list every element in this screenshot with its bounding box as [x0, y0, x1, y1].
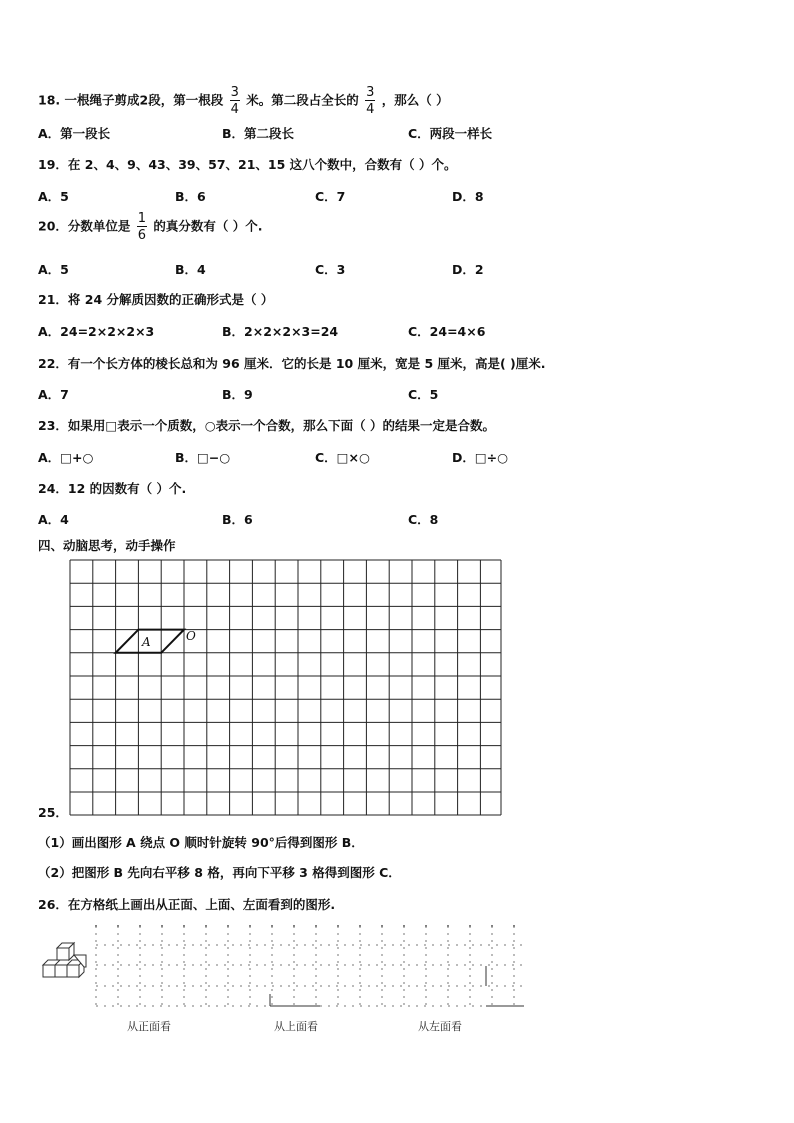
q22-option-c: C．5 [408, 387, 439, 402]
q24-option-c: C．8 [408, 512, 439, 527]
q18-option-a: A．第一段长 [38, 126, 111, 141]
q25-grid-figure [60, 556, 510, 818]
q18-text-a: 一根绳子剪成2段，第一根段 [64, 92, 224, 108]
q20-stem [38, 212, 263, 242]
q23-option-b: B．□−○ [175, 450, 231, 465]
q18-fraction-1: $\frac{3}{4}$ [230, 85, 239, 117]
q19-option-d: D．8 [452, 189, 484, 204]
q21-stem: 21．将 24 分解质因数的正确形式是（ ） [38, 292, 274, 307]
q24-option-b: B．6 [222, 512, 253, 527]
q20-text-b: 的真分数有（ ）个. [153, 218, 263, 234]
q18-option-c: C．两段一样长 [408, 126, 493, 141]
q25-grid [70, 560, 501, 815]
q23-stem: 23．如果用□表示一个质数，○表示一个合数，那么下面（ ）的结果一定是合数。 [38, 418, 495, 433]
q18-fraction-2: $\frac{3}{4}$ [366, 85, 375, 117]
q18-option-b: B．第二段长 [222, 126, 295, 141]
q22-stem: 22．有一个长方体的棱长总和为 96 厘米．它的长是 10 厘米，宽是 5 厘米，高是( )厘米. [38, 356, 546, 371]
q21-option-b: B．2×2×2×3=24 [222, 324, 339, 339]
q22-option-a: A．7 [38, 387, 69, 402]
caption-left-view: 从左面看 [418, 1020, 462, 1033]
cube-stack-figure [40, 940, 92, 986]
q19-option-b: B．6 [175, 189, 206, 204]
q18-text-c: ，那么（ ） [381, 92, 449, 108]
section-title: 四、动脑思考，动手操作 [38, 538, 176, 553]
q25-sub1: （1）画出图形 A 绕点 O 顺时针旋转 90°后得到图形 B． [38, 835, 364, 850]
q25-number: 25． [38, 805, 68, 820]
q19-option-a: A．5 [38, 189, 69, 204]
q20-fraction: $\frac{1}{6}$ [137, 211, 147, 243]
q18-text-b: 米。第二段占全长的 [246, 92, 359, 108]
q23-option-d: D．□÷○ [452, 450, 509, 465]
q18-number: 18. [38, 92, 61, 108]
q21-option-c: C．24=4×6 [408, 324, 486, 339]
q26-stem: 26．在方格纸上画出从正面、上面、左面看到的图形. [38, 897, 336, 912]
q19-stem: 19．在 2、4、9、43、39、57、21、15 这八个数中，合数有（ ）个。 [38, 157, 457, 172]
q26-dot-grid [90, 920, 530, 1012]
q21-option-a: A．24=2×2×2×3 [38, 324, 155, 339]
q20-option-d: D．2 [452, 262, 484, 277]
q22-option-b: B．9 [222, 387, 253, 402]
q23-option-c: C．□×○ [315, 450, 370, 465]
q20-option-c: C．3 [315, 262, 346, 277]
q20-option-a: A．5 [38, 262, 69, 277]
q20-option-b: B．4 [175, 262, 206, 277]
q23-option-a: A．□+○ [38, 450, 94, 465]
q25-sub2: （2）把图形 B 先向右平移 8 格，再向下平移 3 格得到图形 C． [38, 865, 401, 880]
q24-stem: 24．12 的因数有（ ）个. [38, 481, 187, 496]
caption-front-view: 从正面看 [127, 1020, 171, 1033]
q20-text-a: 20．分数单位是 [38, 218, 131, 234]
q24-option-a: A．4 [38, 512, 69, 527]
caption-top-view: 从上面看 [274, 1020, 318, 1033]
q25-shape-label: A [142, 635, 151, 649]
q25-point-label: O [186, 629, 196, 643]
q19-option-c: C．7 [315, 189, 346, 204]
q18-stem [38, 86, 449, 116]
